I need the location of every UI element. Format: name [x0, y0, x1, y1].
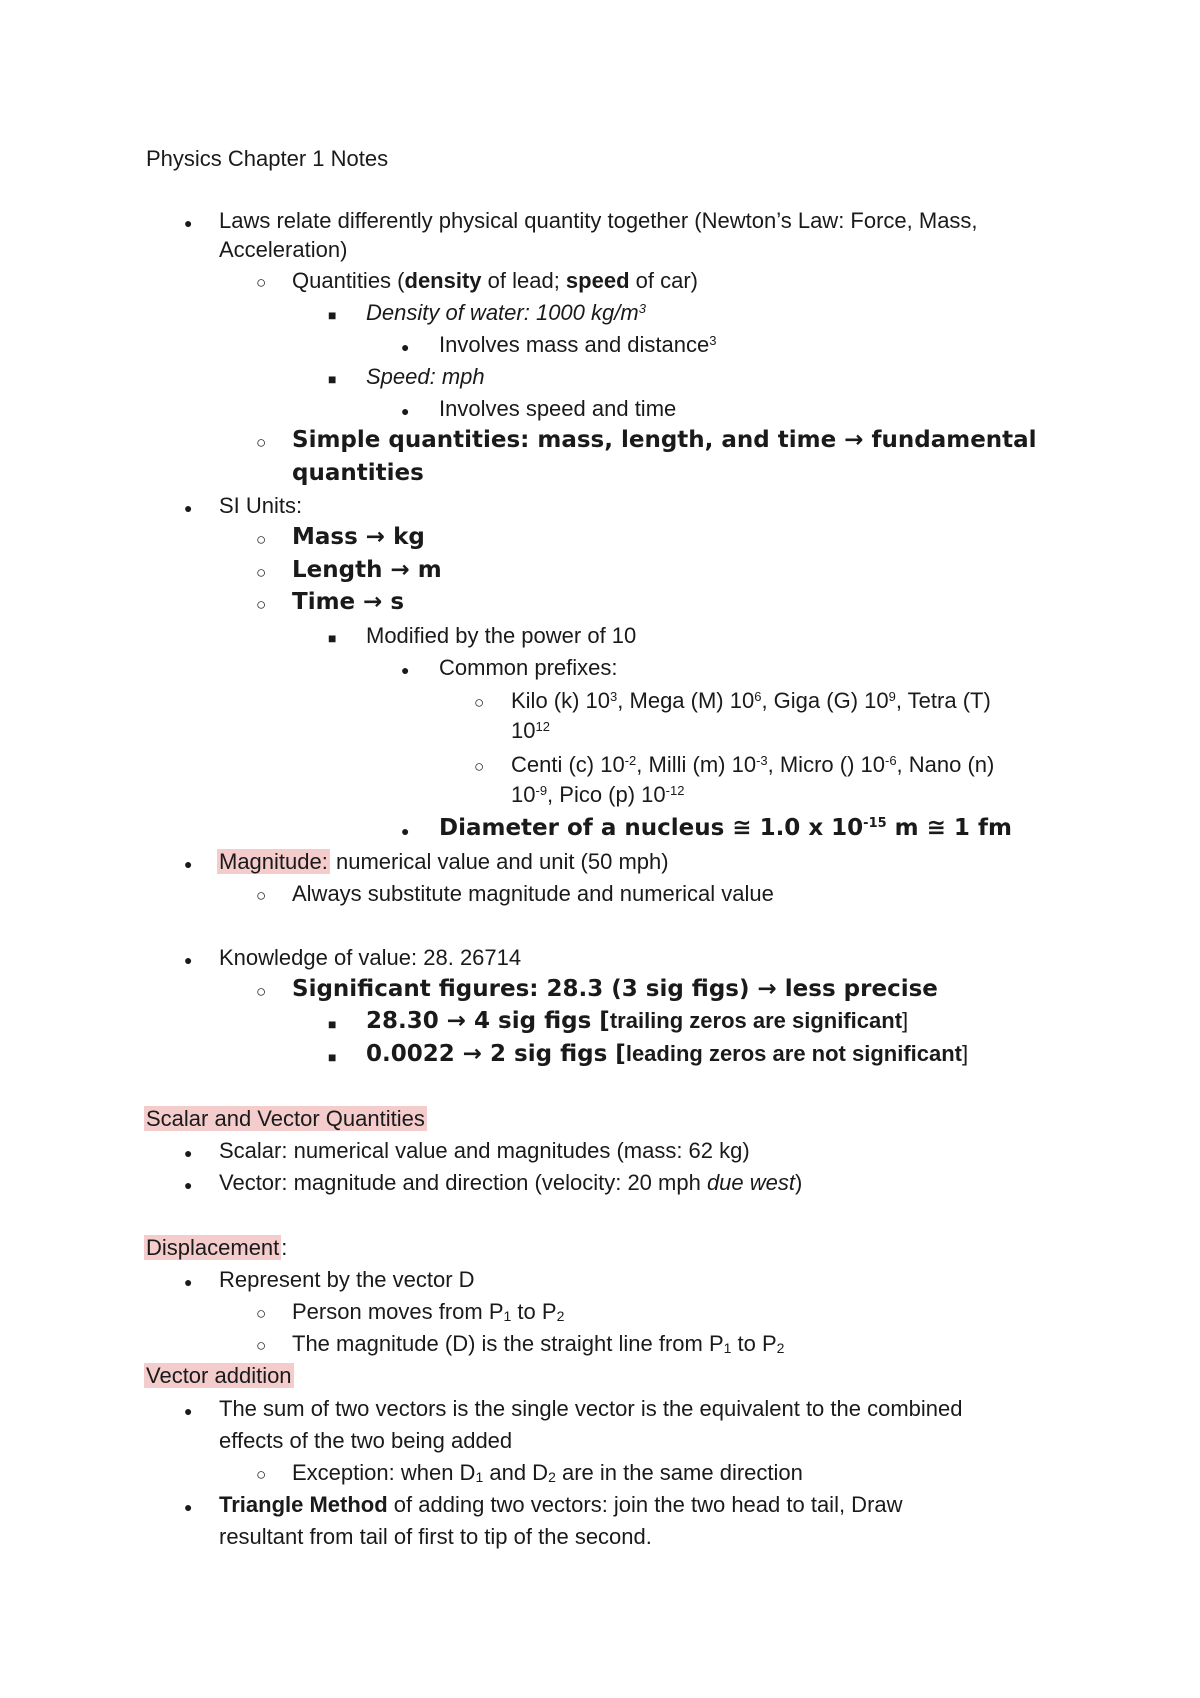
si-time: Time → s	[292, 589, 405, 615]
bullet-circle-icon	[256, 879, 266, 911]
prefixes-small-cont: $10^{-9}$, Pico (p) $10^{-12}$	[511, 782, 685, 807]
magnitude-straight-line: The magnitude (D) is the straight line from $P_1$ to $P_2$	[292, 1331, 785, 1356]
bullet-circle-icon	[256, 266, 266, 298]
bullet-circle-icon	[474, 750, 484, 782]
bullet-dot-icon	[184, 1490, 192, 1522]
sum-vectors: The sum of two vectors is the single vector is the equivalent to the combined	[219, 1396, 963, 1421]
bullet-square-icon	[328, 621, 336, 653]
person-moves: Person moves from $P_1$ to $P_2$	[292, 1299, 565, 1324]
triangle-method: Triangle Method of adding two vectors: join the two head to tail, Draw	[219, 1492, 903, 1517]
bullet-dot-icon	[401, 653, 409, 685]
vector-addition-heading: Vector addition	[146, 1363, 292, 1388]
bullet-dot-icon	[401, 814, 409, 846]
bullet-dot-icon	[184, 1394, 192, 1426]
triangle-method-cont: resultant from tail of first to tip of the second.	[219, 1524, 652, 1549]
page-title: Physics Chapter 1 Notes	[146, 146, 389, 171]
bullet-circle-icon	[474, 686, 484, 718]
displacement-heading: Displacement:	[146, 1235, 288, 1260]
si-mass: Mass → kg	[292, 524, 425, 550]
sum-vectors-cont: effects of the two being added	[219, 1428, 513, 1453]
modified-power: Modified by the power of 10	[366, 623, 637, 648]
knowledge-value: Knowledge of value: 28. 26714	[219, 945, 522, 970]
si-length: Length → m	[292, 557, 442, 583]
bullet-square-icon	[328, 1007, 336, 1039]
bullet-dot-icon	[184, 943, 192, 975]
prefixes-small: Centi (c) $10^{-2}$, Milli (m) $10^{-3}$, Micro () $10^{-6}$, Nano (n)	[511, 752, 995, 777]
simple-quantities: Simple quantities: mass, length, and time → fundamental	[292, 427, 1037, 453]
leading-zeros: 0.0022 → 2 sig figs [leading zeros are not significant]	[366, 1041, 969, 1067]
exception-line: Exception: when $D_1$ and $D_2$ are in the same direction	[292, 1460, 803, 1485]
bullet-circle-icon	[256, 975, 266, 1007]
scalar-text: Scalar: numerical value and magnitudes (mass: 62 kg)	[219, 1138, 750, 1163]
magnitude-sub: Always substitute magnitude and numerical value	[292, 881, 774, 906]
scalar-vector-heading: Scalar and Vector Quantities	[146, 1106, 425, 1131]
speed-mph: Speed: mph	[366, 364, 485, 389]
involves-speed: Involves speed and time	[439, 396, 677, 421]
si-units-heading: SI Units:	[219, 493, 303, 518]
prefixes-large-cont: $10^{12}$	[511, 718, 550, 743]
bullet-dot-icon	[401, 394, 409, 426]
magnitude-highlight: Magnitude:	[219, 849, 328, 874]
represent-vector: Represent by the vector D	[219, 1267, 475, 1292]
bullet-circle-icon	[256, 426, 266, 458]
density-water: Density of water: 1000 $kg/m^3$	[366, 300, 646, 325]
bullet-circle-icon	[256, 1458, 266, 1490]
bullet-dot-icon	[184, 1265, 192, 1297]
simple-quantities-cont: quantities	[292, 460, 424, 486]
bullet-square-icon	[328, 362, 336, 394]
bullet-dot-icon	[184, 206, 192, 238]
laws-text-cont: Acceleration)	[219, 237, 348, 262]
nucleus-diameter: Diameter of a nucleus ≅ 1.0 x $10^{-15}$ m ≅ 1 fm	[439, 815, 1012, 841]
bullet-dot-icon	[184, 847, 192, 879]
trailing-zeros: 28.30 → 4 sig figs [trailing zeros are significant]	[366, 1008, 909, 1034]
vector-text: Vector: magnitude and direction (velocity: 20 mph due west)	[219, 1170, 803, 1195]
bullet-dot-icon	[184, 1136, 192, 1168]
bullet-circle-icon	[256, 523, 266, 555]
bullet-circle-icon	[256, 556, 266, 588]
bullet-square-icon	[328, 298, 336, 330]
bullet-circle-icon	[256, 1329, 266, 1361]
bullet-square-icon	[328, 1040, 336, 1072]
quantities-line: Quantities (density of lead; speed of car)	[292, 268, 698, 293]
prefixes-large: Kilo (k) $10^3$, Mega (M) $10^6$, Giga (G) $10^9$, Tetra (T)	[511, 688, 991, 713]
bullet-circle-icon	[256, 1297, 266, 1329]
bullet-dot-icon	[401, 330, 409, 362]
sig-figs: Significant figures: 28.3 (3 sig figs) → less precise	[292, 976, 938, 1002]
common-prefixes: Common prefixes:	[439, 655, 618, 680]
bullet-dot-icon	[184, 491, 192, 523]
bullet-dot-icon	[184, 1168, 192, 1200]
bullet-circle-icon	[256, 588, 266, 620]
involves-mass: Involves mass and distance$^3$	[439, 332, 717, 357]
magnitude-line: Magnitude: numerical value and unit (50 mph)	[219, 849, 669, 874]
laws-text: Laws relate differently physical quantity together (Newton’s Law: Force, Mass,	[219, 208, 978, 233]
